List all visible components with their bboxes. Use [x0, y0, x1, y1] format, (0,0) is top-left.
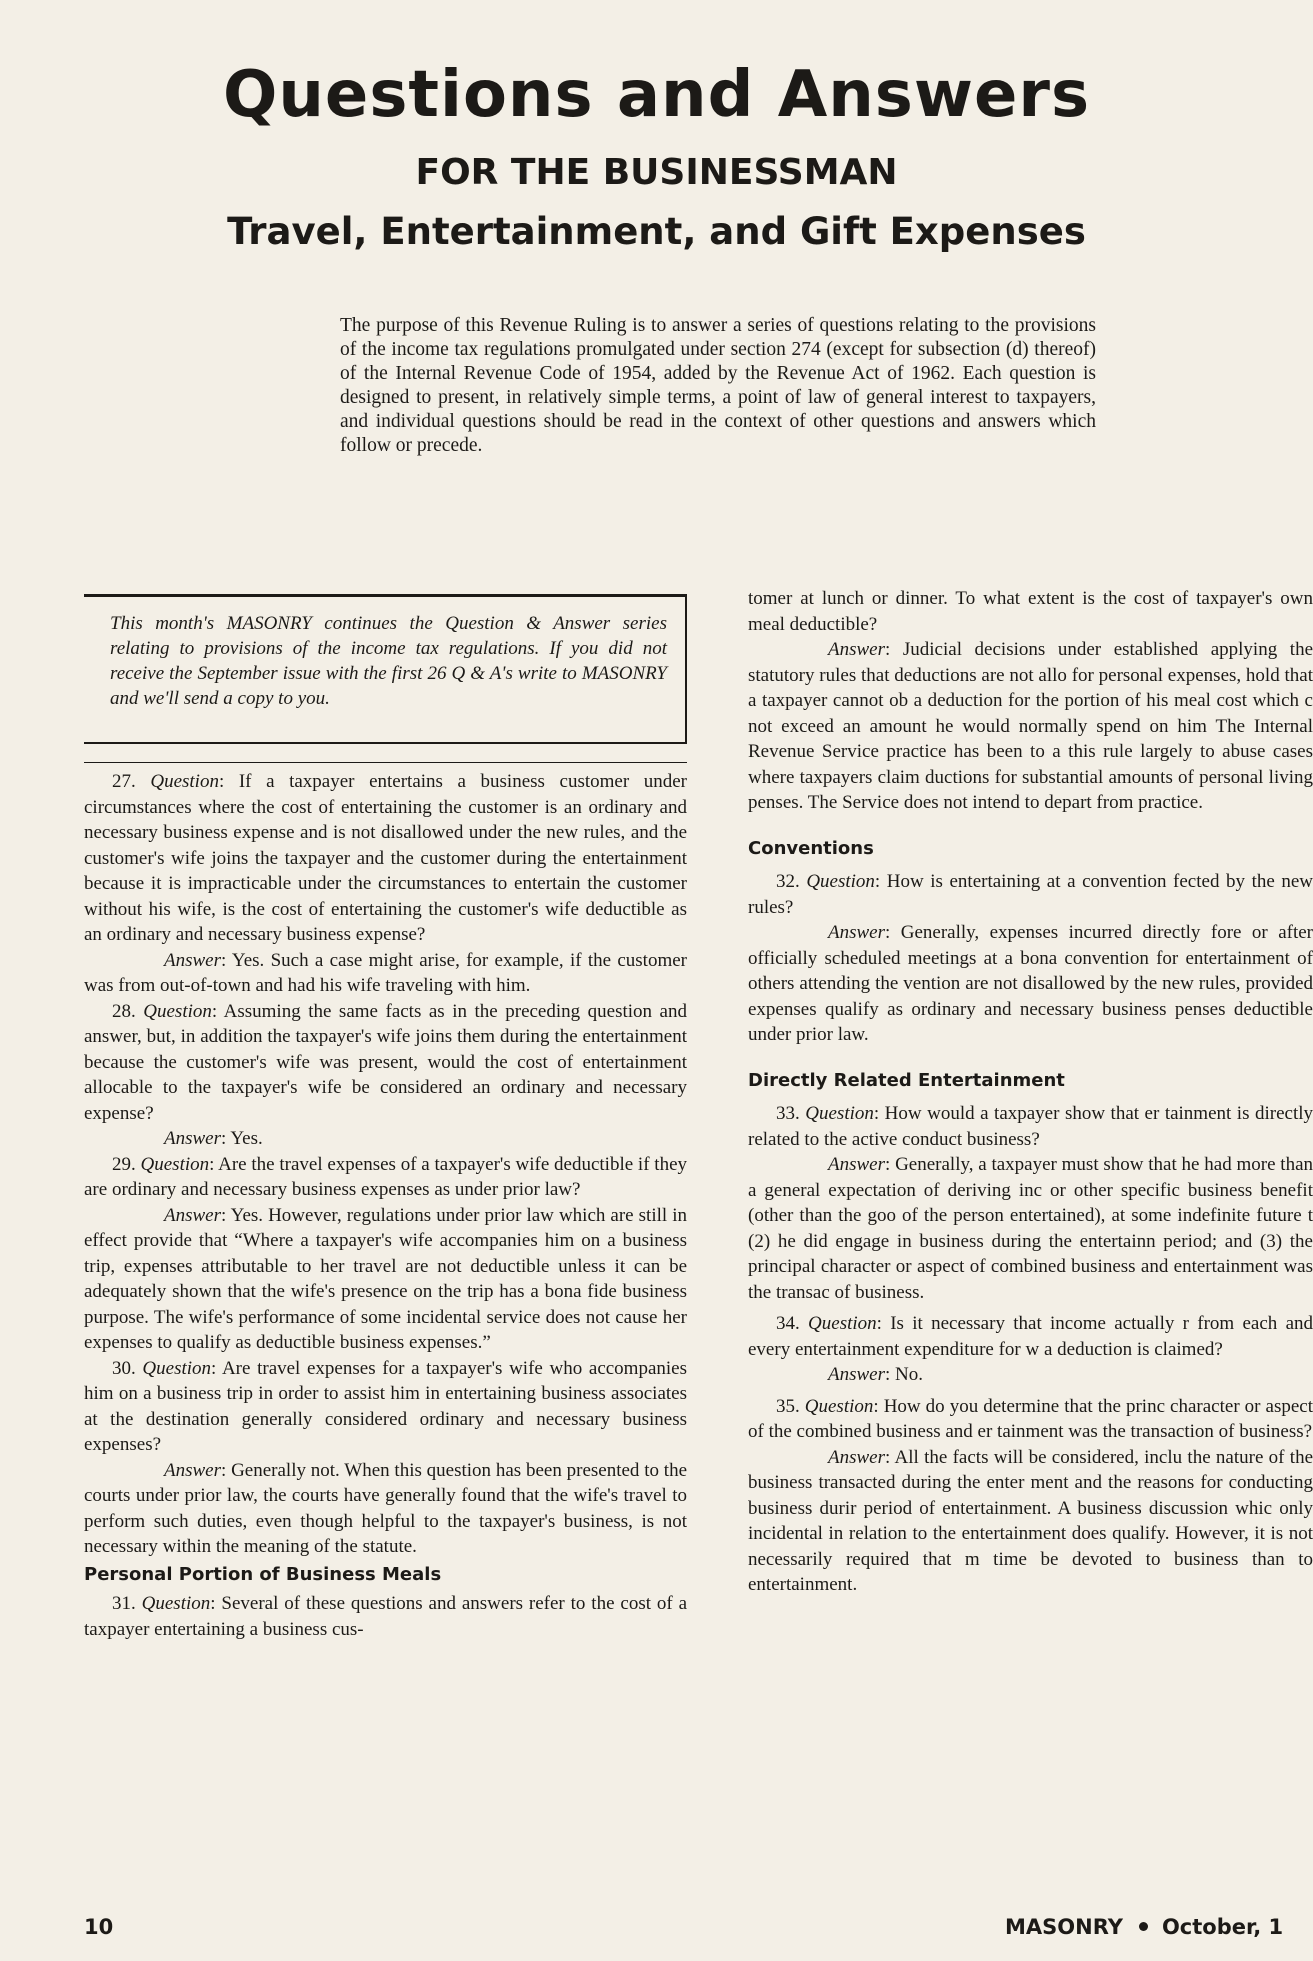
magazine-name: MASONRY [1005, 1915, 1123, 1939]
question-30: 30. Question: Are travel expenses for a taxpayer's wife who accompanies him on a business trip in order to assist him in entertaining business associates at the destination generally considered ordinary and necessary business expenses? [84, 1357, 688, 1455]
answer-35: Answer: All the facts will be considered, inclu the nature of the business transacted during the enter ment and the reasons for conducting business durir period of entertainment. A business discussion whic only incidental in relation to the entertainment does qualify. However, it is not necessarily required that m time be devoted to business than to entertainment. [748, 1446, 1313, 1595]
page-subtitle: FOR THE BUSINESSMAN [415, 152, 898, 193]
question-32: 32. Question: How is entertaining at a convention fected by the new rules? [748, 871, 1313, 918]
answer-27: Answer: Yes. Such a case might arise, for example, if the customer was from out-of-town and had his wife traveling with him. [84, 949, 688, 996]
answer-32: Answer: Generally, expenses incurred directly fore or after officially scheduled meetings at a bona convention for entertainment of others attending the vention are not disallowed by the new rules, provided expenses qualify as ordinary and necessary business penses deductible under prior law. [748, 922, 1313, 1045]
answer-30: Answer: Generally not. When this question has been presented to the courts under prior law, the courts have generally found that the wife's travel to perform such duties, even though helpful to the taxpayer's business, is not necessary within the meaning of the statute. [84, 1459, 687, 1557]
question-33: 33. Question: How would a taxpayer show that er tainment is directly related to the active conduct business? [748, 1103, 1313, 1150]
question-27: 27. Question: If a taxpayer entertains a business customer under circumstances where the cost of entertaining the customer is an ordinary and necessary business expense and is not disallowed under the new rules, and the customer's wife joins the taxpayer and the customer during the entertainment because it is impracticable under the circumstances to entertain the customer without his wife, is the cost of entertaining the customer's wife deductible as an ordinary and necessary business expense? [84, 771, 688, 945]
answer-29: Answer: Yes. However, regulations under prior law which are still in effect provide that “Where a taxpayer's wife accompanies him on a business trip, expenses attributable to her travel are not deductible unless it can be adequately shown that the wife's presence on the trip has a bona fide business purpose. The wife's performance of some incidental service does not cause her expenses to qualify as deductible business expenses.” [84, 1204, 687, 1353]
answer-28: Answer: Yes. [164, 1128, 263, 1149]
section-heading-meals: Personal Portion of Business Meals [84, 1563, 442, 1585]
left-column [84, 762, 687, 1642]
question-29: 29. Question: Are the travel expenses of a taxpayer's wife deductible if they are ordinary and necessary business expenses as under prior law? [84, 1153, 687, 1200]
bullet-icon [1139, 1922, 1148, 1931]
topic-heading: Travel, Entertainment, and Gift Expenses [227, 210, 1086, 253]
question-34: 34. Question: Is it necessary that income actually r from each and every entertainment expenditure for w a deduction is claimed? [748, 1313, 1313, 1360]
notice-box: This month's MASONRY continues the Question & Answer series relating to provisions of the income tax regulations. If you did not receive the September issue with the first 26 Q & A's write to MASONRY and we'll send a copy to you. [84, 594, 687, 744]
answer-34: Answer: No. [828, 1364, 924, 1385]
question-31-continued: tomer at lunch or dinner. To what extent is the cost of taxpayer's own meal deductible? [748, 588, 1313, 635]
right-column [748, 586, 1313, 1896]
intro-paragraph: The purpose of this Revenue Ruling is to answer a series of questions relating to the provisions of the income tax regulations promulgated under section 274 (except for subsection (d) thereof) of the Internal Revenue Code of 1954, added by the Revenue Act of 1962. Each question is designed to present, in relatively simple terms, a point of law of general interest to taxpayers, and individual questions should be read in the context of other questions and answers which follow or precede. [340, 315, 1096, 456]
answer-33: Answer: Generally, a taxpayer must show that he had more than a general expectation of deriving inc or other specific business benefit (other than the goo of the person entertained), at some indefinite future t (2) he did engage in business during the entertainn period; and (3) the principal character or aspect of combined business and entertainment was the transac of business. [748, 1154, 1313, 1303]
question-35: 35. Question: How do you determine that the princ character or aspect of the combined business and er tainment was the transaction of business? [748, 1395, 1313, 1442]
issue-date: October, 1 [1161, 1915, 1284, 1939]
page-number: 10 [84, 1915, 114, 1939]
section-heading-directly-related: Directly Related Entertainment [748, 1069, 1065, 1091]
question-28: 28. Question: Assuming the same facts as in the preceding question and answer, but, in addition the taxpayer's wife joins them during the entertainment because the customer's wife was present, would the cost of entertainment allocable to the taxpayer's wife be considered an ordinary and necessary expense? [84, 1000, 687, 1124]
page-title: Questions and Answers [222, 58, 1091, 132]
answer-31: Answer: Judicial decisions under established applying the statutory rules that deductions are not allo for personal expenses, hold that a taxpayer cannot ob a deduction for the portion of his meal cost which c not exceed an amount he would normally spend on him The Internal Revenue Service practice has been to a this rule largely to abuse cases where taxpayers claim ductions for substantial amounts of personal living penses. The Service does not intend to depart from practice. [748, 639, 1313, 813]
footer-masthead [1005, 1915, 1283, 1939]
section-heading-conventions: Conventions [748, 837, 874, 859]
question-31: 31. Question: Several of these questions and answers refer to the cost of a taxpayer entertaining a business cus- [84, 1593, 688, 1640]
